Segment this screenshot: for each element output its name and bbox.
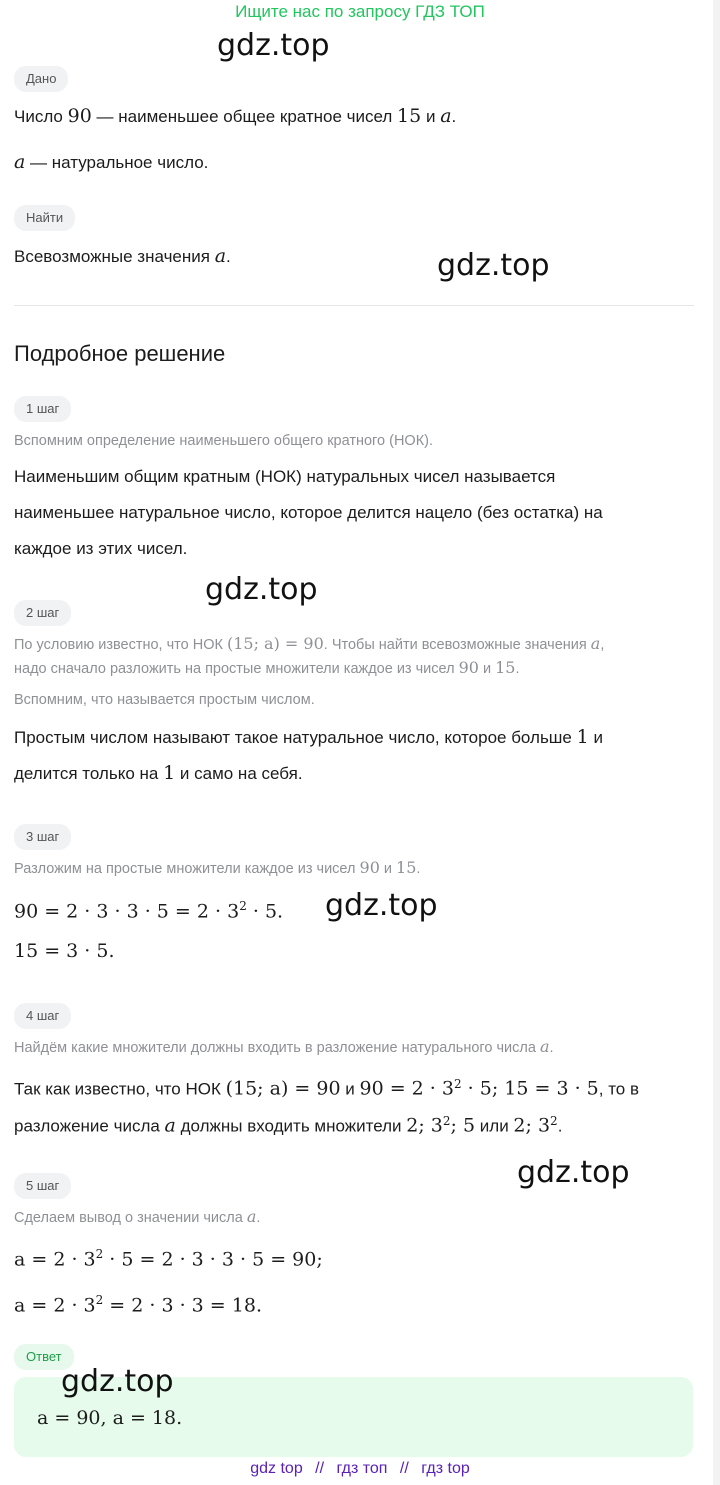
answer-text: a = 90, a = 18. [37, 1407, 183, 1429]
step-3-equation-1: $90 = 2 \cdot 3 \cdot 3 \cdot 5 = 2 \cdot 3^2 \cdot 5$. [14, 899, 284, 923]
footer-link-gdz-top-ru[interactable]: гдз топ [336, 1460, 388, 1477]
step-2-hint-3: Вспомним, что называется простым числом. [14, 692, 315, 708]
step-4-hint: Найдём какие множители должны входить в разложение натурального числа a. [14, 1037, 554, 1056]
watermark: gdz.top [217, 28, 330, 63]
footer-link-gdz-top[interactable]: gdz top [250, 1460, 303, 1477]
watermark: gdz.top [325, 888, 438, 923]
step-3-hint: Разложим на простые множители каждое из чисел 90 и 15. [14, 858, 421, 877]
step-1-hint: Вспомним определение наименьшего общего кратного (НОК). [14, 433, 434, 449]
divider [14, 305, 694, 306]
step-1-line-2: наименьшее натуральное число, которое делится нацело (без остатка) на [14, 503, 603, 522]
step-2-line-2: делится только на 1 и само на себя. [14, 762, 303, 784]
step-5-label: 5 шаг [14, 1173, 71, 1199]
step-2-hint-1: По условию известно, что НОК (15; a) = 90. Чтобы найти всевозможные значения a, [14, 634, 605, 653]
given-label: Дано [14, 66, 68, 92]
step-1-line-1: Наименьшим общим кратным (НОК) натуральных чисел называется [14, 467, 556, 486]
step-3-label: 3 шаг [14, 824, 71, 850]
given-line-2: a — натуральное число. [14, 151, 209, 173]
watermark: gdz.top [517, 1155, 630, 1190]
answer-label: Ответ [14, 1344, 74, 1370]
footer-separator: // [399, 1460, 409, 1477]
step-5-equation-2: $a = 2 \cdot 3^2 = 2 \cdot 3 \cdot 3 = 18$. [14, 1293, 262, 1317]
step-5-equation-1: $a = 2 \cdot 3^2 \cdot 5 = 2 \cdot 3 \cdot 3 \cdot 5 = 90$; [14, 1247, 323, 1271]
step-5-hint: Сделаем вывод о значении числа a. [14, 1207, 261, 1226]
step-2-line-1: Простым числом называют такое натуральное число, которое больше 1 и [14, 726, 603, 748]
footer-link-gdz-top-mixed[interactable]: гдз top [421, 1460, 470, 1477]
given-line-1: Число 90 — наименьшее общее кратное чисел 15 и a. [14, 105, 457, 127]
step-2-label: 2 шаг [14, 600, 71, 626]
step-4-line-1: Так как известно, что НОК (15; a) = 90 и $90 = 2 \cdot 3^2 \cdot 5$; 15 = 3 · 5, то в [14, 1077, 640, 1100]
scrollbar[interactable] [713, 0, 720, 1485]
solution-title: Подробное решение [14, 341, 226, 366]
footer-links [0, 1460, 720, 1478]
step-3-equation-2: 15 = 3 · 5. [14, 940, 115, 962]
watermark: gdz.top [437, 248, 550, 283]
find-label: Найти [14, 205, 75, 231]
footer-separator: // [315, 1460, 325, 1477]
watermark: gdz.top [61, 1364, 174, 1399]
step-4-label: 4 шаг [14, 1003, 71, 1029]
find-text: Всевозможные значения a. [14, 245, 231, 267]
step-2-hint-2: надо сначало разложить на простые множители каждое из чисел 90 и 15. [14, 658, 520, 677]
step-1-line-3: каждое из этих чисел. [14, 539, 188, 558]
search-banner[interactable]: Ищите нас по запросу ГДЗ ТОП [235, 2, 485, 21]
watermark: gdz.top [205, 572, 318, 607]
step-1-label: 1 шаг [14, 396, 71, 422]
step-4-line-2: разложение числа a должны входить множители 2; $3^2$; 5 или 2; $3^2$. [14, 1114, 563, 1137]
